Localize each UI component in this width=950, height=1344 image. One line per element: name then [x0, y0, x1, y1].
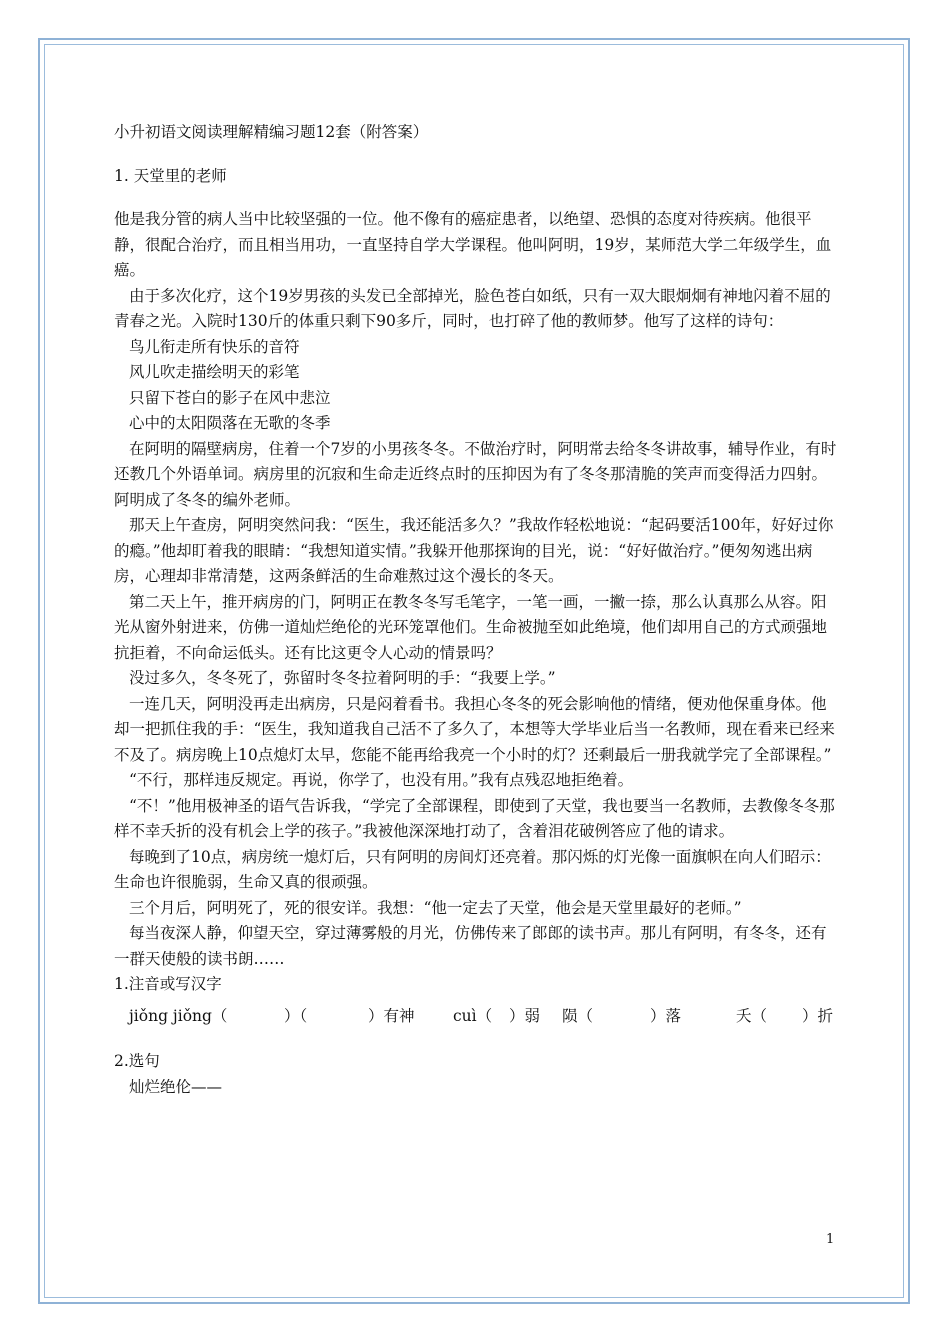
- poem-line: 只留下苍白的影子在风中悲泣: [129, 388, 331, 407]
- paragraph: 每晚到了10点，病房统一熄灯后，只有阿明的房间灯还亮着。那闪烁的灯光像一面旗帜在向人们昭示：生命也许很脆弱，生命又真的很顽强。: [114, 847, 831, 891]
- paragraph: 那天上午查房，阿明突然问我：“医生，我还能活多久？”我故作轻松地说：“起码要活100年，好好过你的瘾。”他却盯着我的眼睛：“我想知道实情。”我躲开他那探询的目光，说：“好好做治疗。”便匆匆逃出病房，心理却非常清楚，这两条鲜活的生命难熬过这个漫长的冬天。: [114, 516, 834, 585]
- document-body: [114, 120, 840, 1100]
- question-item: ）落: [650, 1006, 682, 1025]
- paragraph: 他是我分管的病人当中比较坚强的一位。他不像有的癌症患者，以绝望、恐惧的态度对待疾病。他很平静，很配合治疗，而且相当用功，一直坚持自学大学课程。他叫阿明，19岁，某师范大学二年级学生，血癌。: [114, 210, 832, 279]
- question-item: 夭（: [736, 1006, 768, 1025]
- paragraph: “不！”他用极神圣的语气告诉我，“学完了全部课程，即使到了天堂，我也要当一名教师，去教像冬冬那样不幸夭折的没有机会上学的孩子。”我被他深深地打动了，含着泪花破例答应了他的请求。: [114, 796, 835, 840]
- question-item: 陨（: [562, 1006, 594, 1025]
- question-line: 灿烂绝伦——: [129, 1077, 223, 1096]
- paragraph: 在阿明的隔壁病房，住着一个7岁的小男孩冬冬。不做治疗时，阿明常去给冬冬讲故事，辅导作业，有时还教几个外语单词。病房里的沉寂和生命走近终点时的压抑因为有了冬冬那清脆的笑声而变得活力四射。阿明成了冬冬的编外老师。: [114, 439, 837, 509]
- paragraph: “不行，那样违反规定。再说，你学了，也没有用。”我有点残忍地拒绝着。: [129, 771, 634, 789]
- question-title: 1.注音或写汉字: [114, 975, 222, 993]
- paragraph: 三个月后，阿明死了，死的很安详。我想：“他一定去了天堂，他会是天堂里最好的老师。”: [129, 898, 742, 917]
- question-title: 2.选句: [114, 1052, 160, 1070]
- question-item: ）弱: [509, 1006, 541, 1025]
- question-item: jiǒng jiǒng（: [129, 1006, 228, 1025]
- paragraph: 每当夜深人静，仰望天空，穿过薄雾般的月光，仿佛传来了郎郎的读书声。那儿有阿明，有冬冬，还有一群天使般的读书朗……: [114, 924, 827, 968]
- question-item: ）有神: [368, 1006, 415, 1025]
- paragraph: 一连几天，阿明没再走出病房，只是闷着看书。我担心冬冬的死会影响他的情绪，便劝他保重身体。他却一把抓住我的手：“医生，我知道我自己活不了多久了，本想等大学毕业后当一名教师，现在看来已经来不及了。病房晚上10点熄灯太早，您能不能再给我亮一个小时的灯？还剩最后一册我就学完了全部课程。”: [114, 694, 835, 764]
- poem-line: 鸟儿衔走所有快乐的音符: [129, 337, 300, 356]
- paragraph: 由于多次化疗，这个19岁男孩的头发已全部掉光，脸色苍白如纸，只有一双大眼炯炯有神地闪着不屈的青春之光。入院时130斤的体重只剩下90多斤，同时，也打碎了他的教师梦。他写了这样的诗句：: [114, 286, 831, 330]
- question-item: cuì（: [453, 1006, 493, 1025]
- page-number: 1: [826, 1232, 835, 1247]
- paragraph: 没过多久，冬冬死了，弥留时冬冬拉着阿明的手：“我要上学。”: [129, 669, 556, 687]
- question-item: ）折: [802, 1006, 834, 1025]
- section-title: 1. 天堂里的老师: [114, 166, 227, 185]
- poem-line: 心中的太阳陨落在无歌的冬季: [129, 414, 331, 432]
- question-item: ）（: [284, 1006, 308, 1025]
- pinyin-question-row: [114, 1004, 840, 1030]
- poem-line: 风儿吹走描绘明天的彩笔: [129, 363, 300, 381]
- document-title: 小升初语文阅读理解精编习题12套（附答案）: [114, 123, 429, 141]
- paragraph: 第二天上午，推开病房的门，阿明正在教冬冬写毛笔字，一笔一画，一撇一捺，那么认真那么从容。阳光从窗外射进来，仿佛一道灿烂绝伦的光环笼罩他们。生命被抛至如此绝境，他们却用自己的方式顽强地抗拒着，不向命运低头。还有比这更令人心动的情景吗？: [114, 592, 828, 662]
